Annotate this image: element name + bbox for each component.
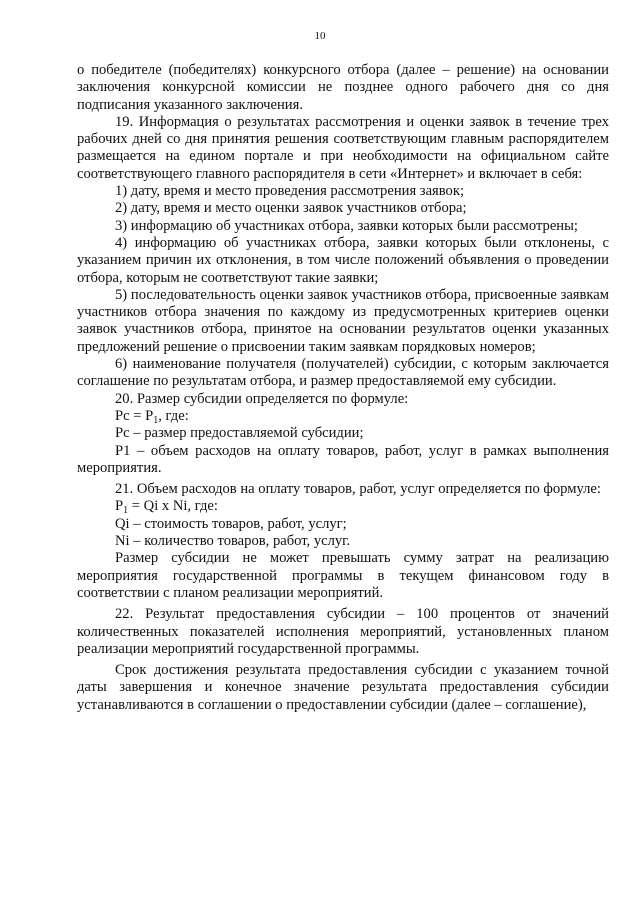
formula-expenses [77, 498, 609, 515]
paragraph-item-19: 19. Информация о результатах рассмотрения и оценки заявок в течение трех рабочих дней со дня принятия решения соответствующим главным распорядителем размещается на едином портале и при необходимости на официальном сайте соответствующего главного распорядителя в сети «Интернет» и включает в себя: [77, 113, 609, 182]
formula-2-left: Р [115, 498, 124, 515]
paragraph-deadline: Срок достижения результата предоставления субсидии с указанием точной даты завершения и конечное значение результата предоставления субсидии устанавливаются в соглашении о предоставлении субсидии (далее – соглашение), [77, 662, 609, 713]
definition-ni: Ni – количество товаров, работ, услуг. [115, 533, 351, 550]
list-item-19-6: 6) наименование получателя (получателей) субсидии, с которым заключается соглашение по результатам отбора, и размер предоставляемой ему субсидии. [77, 356, 609, 390]
paragraph-item-20: 20. Размер субсидии определяется по формуле: [115, 390, 409, 407]
list-item-19-5: 5) последовательность оценки заявок участников отбора, присвоенные заявкам участников отбора значения по каждому из предусмотренных критериев оценки заявок участников отбора, принятое на основании результатов оценки указанных предложений решение о присвоении таким заявкам порядковых номеров; [77, 286, 609, 355]
definition-rs: Рс – размер предоставляемой субсидии; [115, 425, 364, 442]
list-item-19-3: 3) информацию об участниках отбора, заявки которых были рассмотрены; [115, 217, 578, 234]
formula-1-left: Рс = Р [115, 407, 154, 424]
list-item-19-2: 2) дату, время и место оценки заявок участников отбора; [115, 200, 467, 217]
paragraph-continuation: о победителе (победителях) конкурсного отбора (далее – решение) на основании заключения конкурсной комиссии не позднее одного рабочего дня со дня подписания указанного заключения. [77, 62, 609, 113]
formula-2-right: = Qi x Ni, где: [128, 498, 218, 515]
definition-p1: Р1 – объем расходов на оплату товаров, работ, услуг в рамках выполнения мероприятия. [77, 442, 609, 476]
formula-1-subscript: 1 [153, 414, 159, 426]
list-item-19-4: 4) информацию об участниках отбора, заявки которых были отклонены, с указанием причин их отклонения, в том числе положений объявления о проведении отбора, которым не соответствуют такие заявки; [77, 234, 609, 286]
paragraph-item-21: 21. Объем расходов на оплату товаров, работ, услуг определяется по формуле: [115, 481, 601, 498]
formula-1-right: , где: [158, 407, 189, 424]
page-number: 10 [314, 30, 326, 42]
paragraph-subsidy-limit: Размер субсидии не может превышать сумму затрат на реализацию мероприятия государственной программы в текущем финансовом году в соответствии с планом реализации мероприятий. [77, 550, 609, 601]
list-item-19-1: 1) дату, время и место проведения рассмотрения заявок; [115, 183, 464, 200]
paragraph-item-22: 22. Результат предоставления субсидии – 100 процентов от значений количественных показателей исполнения мероприятий, установленных планом реализации мероприятий государственной программы. [77, 606, 609, 657]
document-body [77, 62, 609, 714]
formula-subsidy-size [77, 408, 609, 425]
formula-2-subscript: 1 [123, 505, 129, 517]
definition-qi: Qi – стоимость товаров, работ, услуг; [115, 515, 347, 532]
